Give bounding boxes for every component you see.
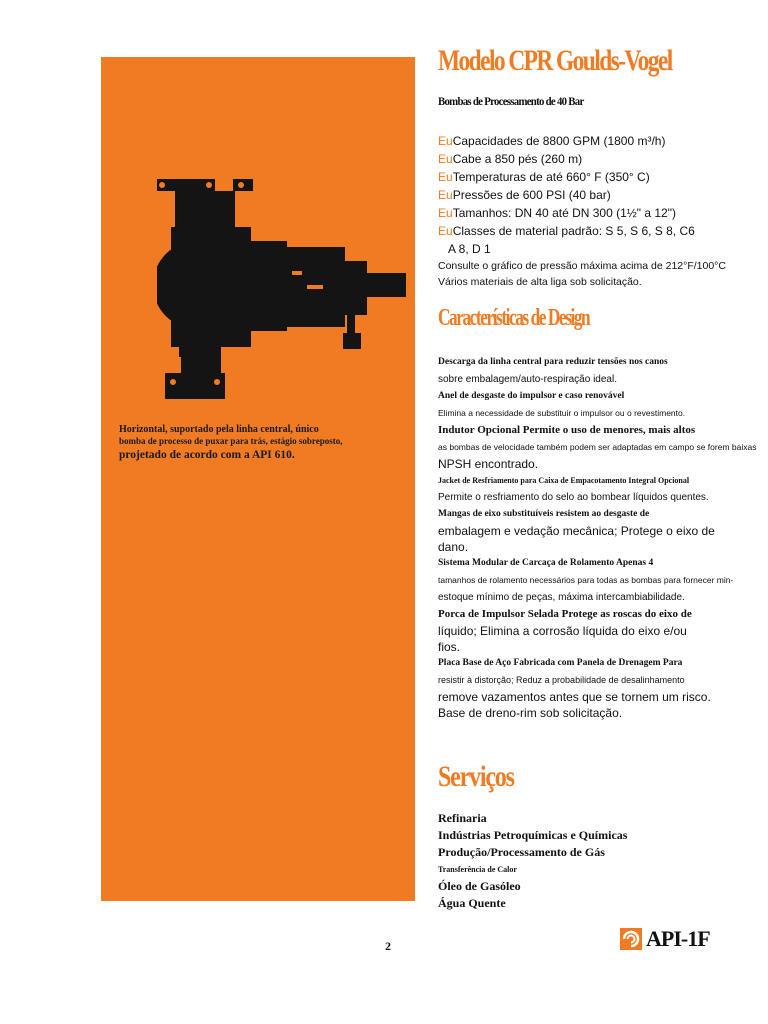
design-line: Base de dreno-rim sob solicitação. xyxy=(438,706,623,720)
brand-logo xyxy=(620,926,710,952)
design-line: Anel de desgaste do impulsor e caso renovável xyxy=(438,391,625,401)
orange-sidebar-panel xyxy=(101,57,415,901)
spec-item: EuCabe a 850 pés (260 m) xyxy=(438,152,583,166)
spec-note: Vários materiais de alta liga sob solicitação. xyxy=(438,276,642,288)
design-line: embalagem e vedação mecânica; Protege o eixo de xyxy=(438,524,715,538)
design-line: resistir à distorção; Reduz a probabilidade de desalinhamento xyxy=(438,675,685,685)
design-line: Mangas de eixo substituíveis resistem ao desgaste de xyxy=(438,509,650,519)
design-line: Placa Base de Aço Fabricada com Panela de Drenagem Para xyxy=(438,658,683,668)
brand-swirl-icon xyxy=(620,928,642,950)
design-line: Porca de Impulsor Selada Protege as roscas do eixo de xyxy=(438,608,692,620)
design-line: fios. xyxy=(438,640,461,654)
service-item: Transferência de Calor xyxy=(438,865,517,874)
design-line: Descarga da linha central para reduzir tensões nos canos xyxy=(438,357,668,367)
design-line: líquido; Elimina a corrosão líquida do eixo e/ou xyxy=(438,624,687,638)
design-line: Jacket de Resfriamento para Caixa de Empacotamento Integral Opcional xyxy=(438,476,690,485)
caption-line-1: Horizontal, suportado pela linha central, único xyxy=(119,424,319,435)
page-subtitle: Bombas de Processamento de 40 Bar xyxy=(438,94,584,108)
spec-bullet: Eu xyxy=(438,188,453,202)
design-features xyxy=(438,354,760,721)
service-item: Água Quente xyxy=(438,896,506,910)
spec-item: EuTamanhos: DN 40 até DN 300 (1½" a 12") xyxy=(438,206,676,220)
design-heading: Características de Design xyxy=(438,305,590,331)
spec-bullet: Eu xyxy=(438,224,453,238)
page-title: Modelo CPR Goulds-Vogel xyxy=(438,44,672,77)
design-line: Sistema Modular de Carcaça de Rolamento Apenas 4 xyxy=(438,558,654,568)
pump-caption xyxy=(119,424,409,463)
spec-item: EuTemperaturas de até 660° F (350° C) xyxy=(438,170,650,184)
design-line: estoque mínimo de peças, máxima intercambiabilidade. xyxy=(438,592,685,603)
design-line: Permite o resfriamento do selo ao bombear líquidos quentes. xyxy=(438,492,709,503)
service-item: Produção/Processamento de Gás xyxy=(438,845,605,859)
service-item: Refinaria xyxy=(438,811,487,825)
spec-item: EuClasses de material padrão: S 5, S 6, S 8, C6 xyxy=(438,224,695,238)
service-item: Óleo de Gasóleo xyxy=(438,879,521,893)
spec-bullet: Eu xyxy=(438,134,453,148)
design-line: Elimina a necessidade de substituir o impulsor ou o revestimento. xyxy=(438,408,686,418)
spec-item: EuCapacidades de 8800 GPM (1800 m³/h) xyxy=(438,134,666,148)
spec-bullet: Eu xyxy=(438,152,453,166)
design-line: remove vazamentos antes que se tornem um risco. xyxy=(438,690,711,704)
design-line: tamanhos de rolamento necessários para todas as bombas para fornecer min- xyxy=(438,575,734,585)
design-line: Indutor Opcional Permite o uso de menores, mais altos xyxy=(438,424,696,436)
spec-bullet: Eu xyxy=(438,170,453,184)
services-list xyxy=(438,810,760,912)
spec-continuation: A 8, D 1 xyxy=(448,242,491,256)
logo-text: API-1F xyxy=(646,926,710,951)
spec-item: EuPressões de 600 PSI (40 bar) xyxy=(438,188,611,202)
pump-illustration xyxy=(157,177,407,399)
spec-bullet: Eu xyxy=(438,206,453,220)
service-item: Indústrias Petroquímicas e Químicas xyxy=(438,828,628,842)
design-line: dano. xyxy=(438,540,469,554)
caption-line-2: bomba de processo de puxar para trás, estágio sobreposto, xyxy=(119,436,343,446)
spec-note: Consulte o gráfico de pressão máxima acima de 212°F/100°C xyxy=(438,260,726,272)
specs-list xyxy=(438,132,760,290)
design-line: NPSH encontrado. xyxy=(438,457,539,471)
page-number: 2 xyxy=(385,939,391,953)
services-heading: Serviços xyxy=(438,760,514,793)
design-line: as bombas de velocidade também podem ser adaptadas em campo se forem baixas xyxy=(438,442,757,452)
caption-line-3: projetado de acordo com a API 610. xyxy=(119,449,295,461)
design-line: sobre embalagem/auto-respiração ideal. xyxy=(438,374,617,385)
